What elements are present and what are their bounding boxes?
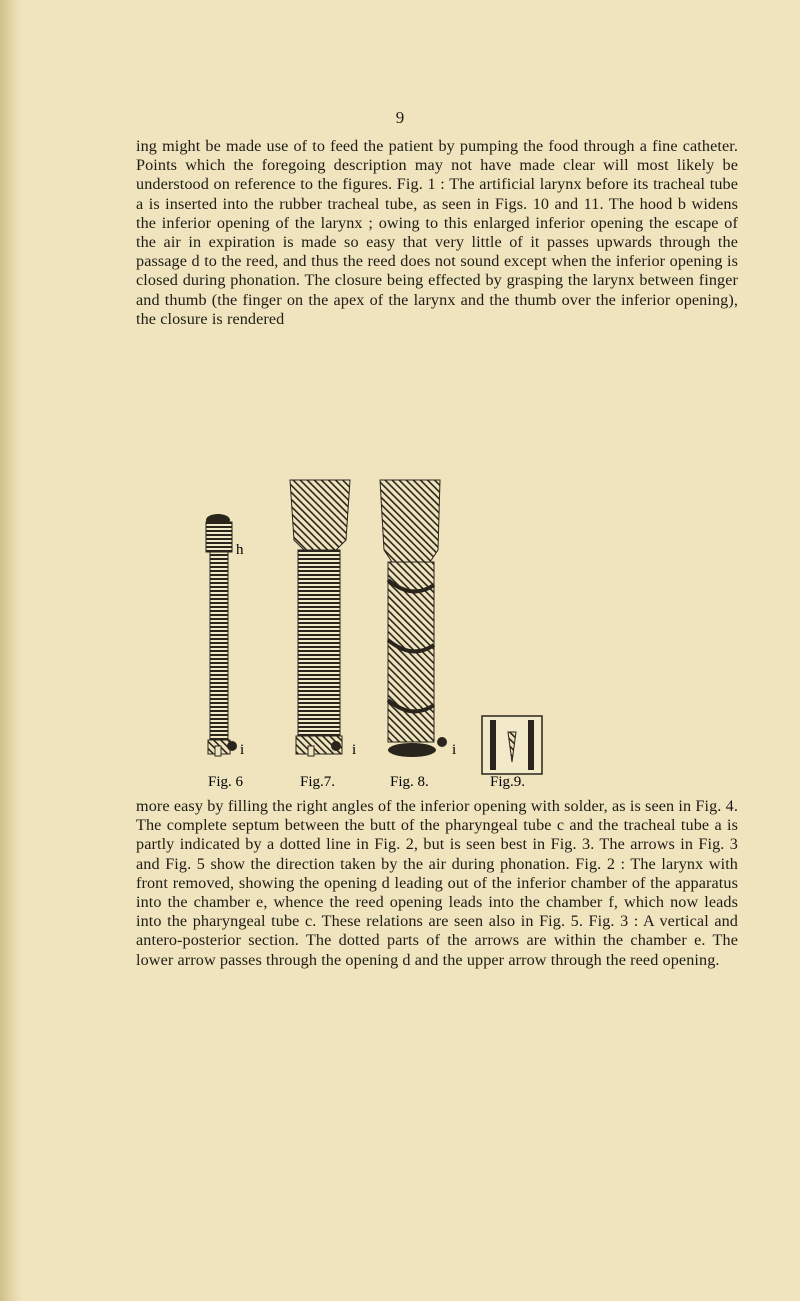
figure-8-drawing [380,480,447,757]
figure-8-label: Fig. 8. [390,774,429,790]
figure-6-label: Fig. 6 [208,774,244,790]
figure-9-label: Fig.9. [490,774,526,790]
figure-6-letter-i: i [240,742,245,758]
figure-9-drawing [482,716,542,774]
figure-6-letter-h: h [236,542,244,558]
paragraph-top: ing might be made use of to feed the patient by pumping the food through a fine catheter. Points which the foregoing description may not have made clear will most likely be understood on reference to the figures. Fig. 1 : The artificial larynx before its tracheal tube a is inserted into the rubber tracheal tube, as seen in Figs. 10 and 11. The hood b widens the inferior opening of the larynx ; owing to this enlarged inferior opening the escape of the air in expiration is made so easy that very little of it passes upwards through the passage d to the reed, and thus the reed does not sound except when the inferior opening is closed during phonation. The closure being effected by grasping the larynx between finger and thumb (the finger on the apex of the larynx and the thumb over the inferior opening), the closure is rendered [136,137,738,328]
figure-7-letter-i: i [352,742,357,758]
figure-group [190,470,610,790]
figure-7-label: Fig.7. [300,774,336,790]
page-number: 9 [395,108,405,127]
figure-7-drawing [290,480,350,756]
figure-8-letter-i: i [452,742,457,758]
paragraph-bottom: more easy by filling the right angles of the inferior opening with solder, as is seen in Fig. 4. The complete septum between the butt of the pharyngeal tube c and the tracheal tube a is partly indicated by a dotted line in Fig. 2, but is seen best in Fig. 3. The arrows in Fig. 3 and Fig. 5 show the direction taken by the air during phonation. Fig. 2 : The larynx with front removed, showing the opening d leading out of the inferior chamber of the apparatus into the chamber e, whence the reed opening leads into the chamber f, which now leads into the pharyngeal tube c. These relations are seen also in Fig. 5. Fig. 3 : A vertical and antero-posterior section. The dotted parts of the arrows are within the chamber e. The lower arrow passes through the opening d and the upper arrow through the reed opening. [136,797,738,969]
book-spine-shadow [0,0,22,1301]
figure-6-drawing [206,514,237,756]
